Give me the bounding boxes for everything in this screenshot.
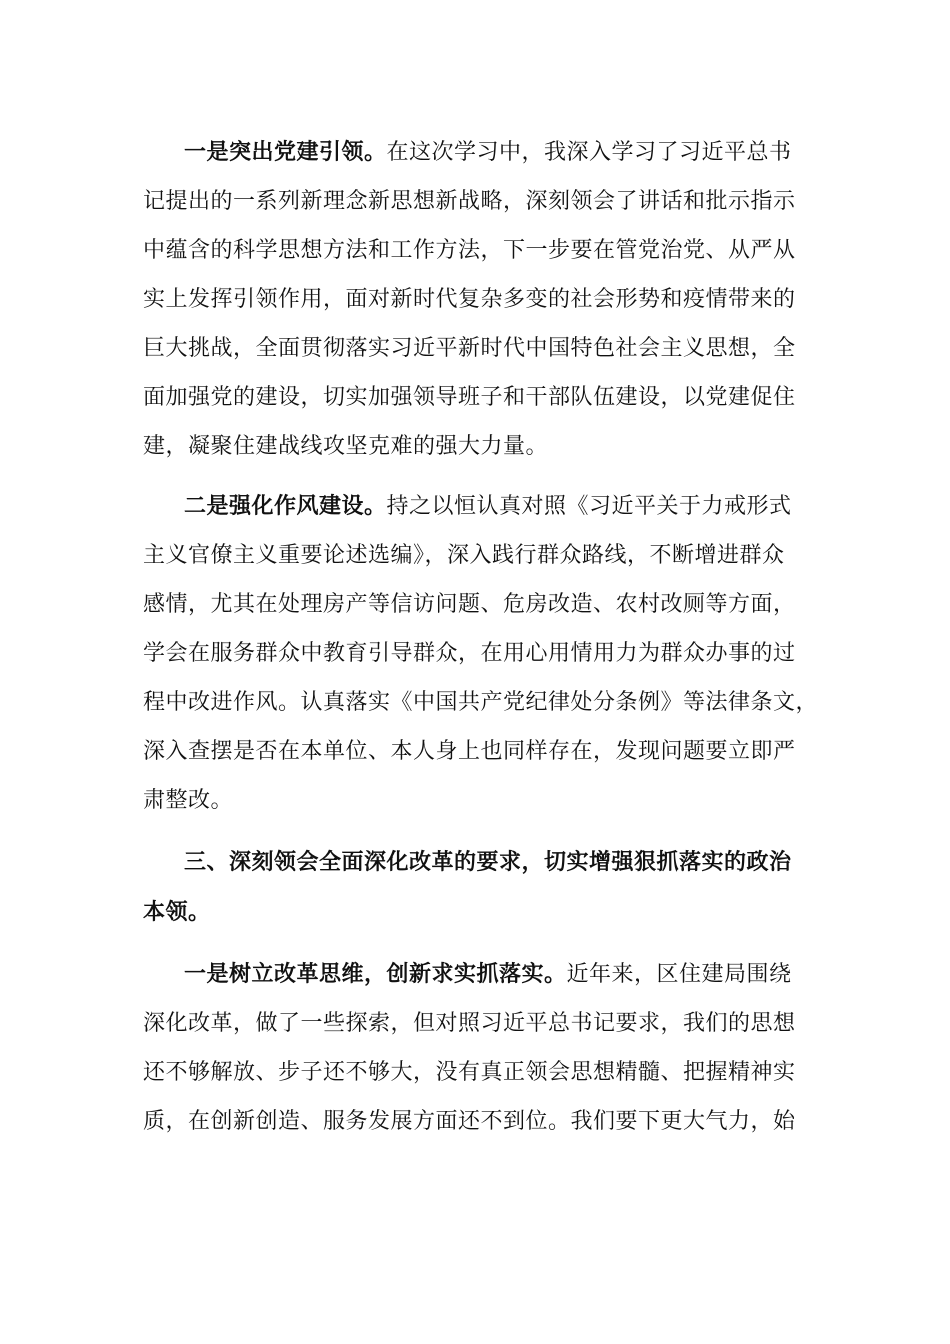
paragraph-1-line-6: 面加强党的建设，切实加强领导班子和干部队伍建设，以党建促住 <box>143 385 796 410</box>
paragraph-4-line-4: 质，在创新创造、服务发展方面还不到位。我们要下更大气力，始 <box>143 1109 796 1134</box>
paragraph-2-line-6: 深入查摆是否在本单位、本人身上也同样存在，发现问题要立即严 <box>143 739 796 764</box>
paragraph-1-line-3: 中蕴含的科学思想方法和工作方法，下一步要在管党治党、从严从 <box>143 238 796 263</box>
paragraph-2-line-2: 主义官僚主义重要论述选编》，深入践行群众路线，不断增进群众 <box>143 543 785 568</box>
paragraph-2-line-4: 学会在服务群众中教育引导群众，在用心用情用力为群众办事的过 <box>143 641 796 666</box>
paragraph-2-line-1 <box>184 492 824 522</box>
section-heading-line-2: 本领。 <box>143 900 211 925</box>
paragraph-1-line-7: 建，凝聚住建战线攻坚克难的强大力量。 <box>143 434 549 459</box>
paragraph-1-line-4: 实上发挥引领作用，面对新时代复杂多变的社会形势和疫情带来的 <box>143 287 796 312</box>
paragraph-1-line-1 <box>184 138 824 168</box>
paragraph-2-line-1-text: 持之以恒认真对照《习近平关于力戒形式 <box>386 494 792 519</box>
paragraph-4-line-3: 还不够解放、步子还不够大，没有真正领会思想精髓、把握精神实 <box>143 1060 796 1085</box>
paragraph-4-line-2: 深化改革，做了一些探索，但对照习近平总书记要求，我们的思想 <box>143 1011 796 1036</box>
paragraph-1-line-2: 记提出的一系列新理念新思想新战略，深刻领会了讲话和批示指示 <box>143 189 796 214</box>
paragraph-4-heading: 一是树立改革思维，创新求实抓落实。 <box>184 962 567 987</box>
section-heading-line-1: 三、深刻领会全面深化改革的要求，切实增强狠抓落实的政治 <box>184 850 792 875</box>
paragraph-4-line-1 <box>184 960 824 990</box>
paragraph-1-line-5: 巨大挑战，全面贯彻落实习近平新时代中国特色社会主义思想，全 <box>143 336 796 361</box>
paragraph-4-line-1-text: 近年来，区住建局围绕 <box>566 962 792 987</box>
paragraph-2-line-5: 程中改进作风。认真落实《中国共产党纪律处分条例》等法律条文， <box>143 690 819 715</box>
paragraph-2-line-7: 肃整改。 <box>143 788 234 813</box>
paragraph-1-line-1-text: 在这次学习中，我深入学习了习近平总书 <box>386 140 792 165</box>
paragraph-2-heading: 二是强化作风建设。 <box>184 494 387 519</box>
paragraph-1-heading: 一是突出党建引领。 <box>184 140 387 165</box>
paragraph-2-line-3: 感情，尤其在处理房产等信访问题、危房改造、农村改厕等方面， <box>143 592 796 617</box>
